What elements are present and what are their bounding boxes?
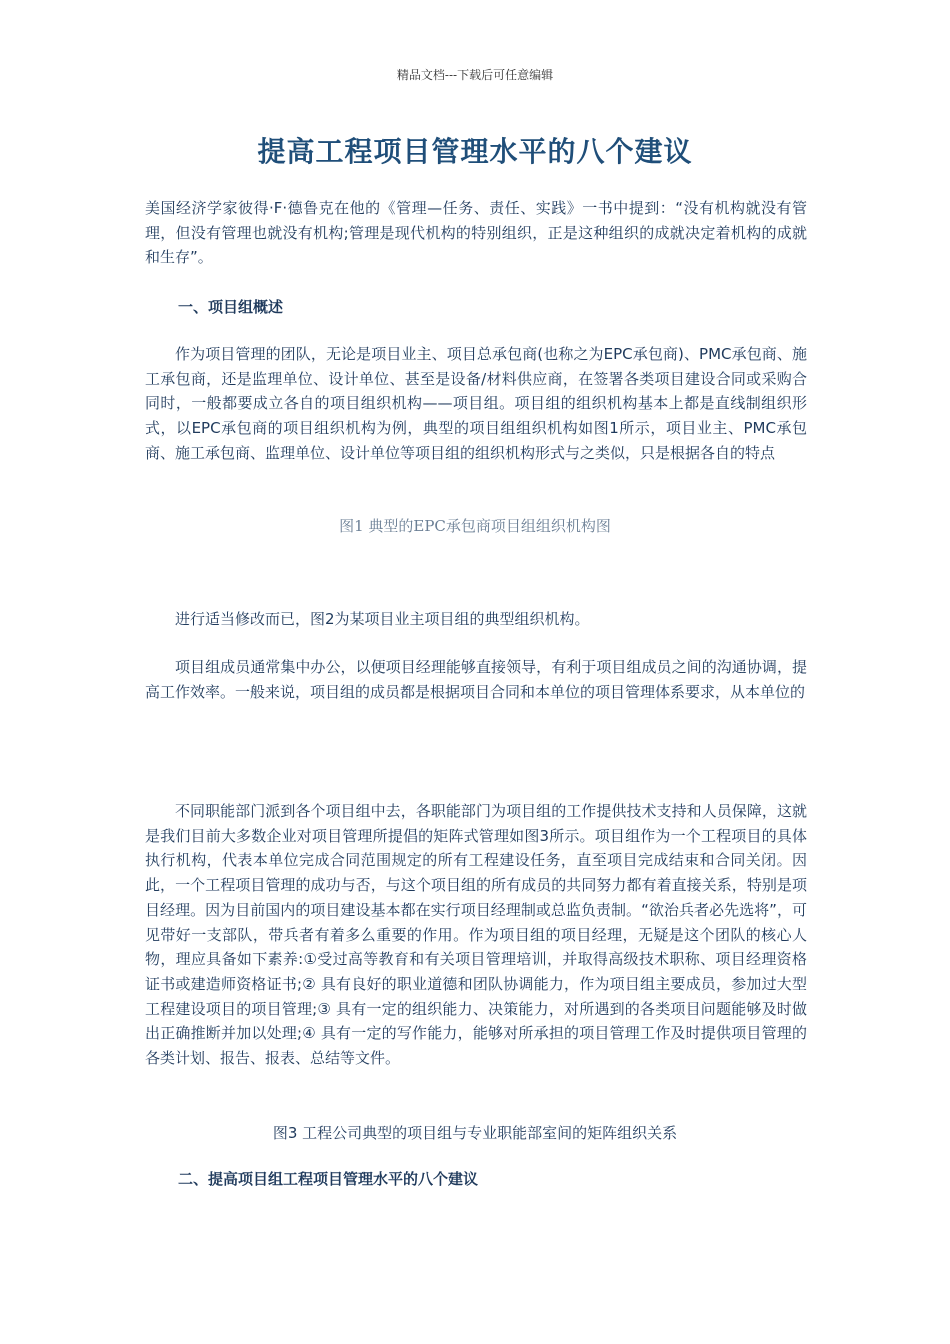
paragraph-4: 不同职能部门派到各个项目组中去，各职能部门为项目组的工作提供技术支持和人员保障，这就是我们目前大多数企业对项目管理所提倡的矩阵式管理如图3所示。项目组作为一个工程项目的具体执行机构，代表本单位完成合同范围规定的所有工程建设任务，直至项目完成结束和合同关闭。因此，一个工程项目管理的成功与否，与这个项目组的所有成员的共同努力都有着直接关系，特别是项目经理。因为目前国内的项目建设基本都在实行项目经理制或总监负责制。“欲治兵者必先选将”，可见带好一支部队，带兵者有着多么重要的作用。作为项目组的项目经理，无疑是这个团队的核心人物，理应具备如下素养:①受过高等教育和有关项目管理培训，并取得高级技术职称、项目经理资格证书或建造师资格证书;② 具有良好的职业道德和团队协调能力，作为项目组主要成员，参加过大型工程建设项目的项目管理;③ 具有一定的组织能力、决策能力，对所遇到的各类项目问题能够及时做出正确推断并加以处理;④ 具有一定的写作能力，能够对所承担的项目管理工作及时提供项目管理的各类计划、报告、报表、总结等文件。	[145, 802, 807, 1068]
paragraph-3: 项目组成员通常集中办公，以便项目经理能够直接领导，有利于项目组成员之间的沟通协调，提高工作效率。一般来说，项目组的成员都是根据项目合同和本单位的项目管理体系要求，从本单位的	[145, 658, 807, 701]
figure1-caption: 图1 典型的EPC承包商项目组组织机构图	[339, 517, 611, 535]
paragraph-2: 进行适当修改而已，图2为某项目业主项目组的典型组织机构。	[175, 610, 590, 628]
header-note: 精品文档---下载后可任意编辑	[396, 68, 554, 82]
document-title: 提高工程项目管理水平的八个建议	[257, 135, 693, 168]
paragraph-1: 作为项目管理的团队，无论是项目业主、项目总承包商(也称之为EPC承包商)、PMC承包商、施工承包商，还是监理单位、设计单位、甚至是设备/材料供应商，在签署各类项目建设合同或采购合同时，一般都要成立各自的项目组织机构——项目组。项目组的组织机构基本上都是直线制组织形式，以EPC承包商的项目组织机构为例，典型的项目组组织机构如图1所示，项目业主、PMC承包商、施工承包商、监理单位、设计单位等项目组的组织机构形式与之类似，只是根据各自的特点	[145, 345, 807, 462]
section2-heading: 二、提高项目组工程项目管理水平的八个建议	[178, 1170, 479, 1188]
section1-heading: 一、项目组概述	[178, 298, 284, 316]
figure3-caption: 图3 工程公司典型的项目组与专业职能部室间的矩阵组织关系	[272, 1124, 678, 1142]
intro-paragraph: 美国经济学家彼得·F·德鲁克在他的《管理—任务、责任、实践》一书中提到：“没有机构就没有管理，但没有管理也就没有机构;管理是现代机构的特别组织，正是这种组织的成就决定着机构的成就和生存”。	[145, 199, 807, 267]
